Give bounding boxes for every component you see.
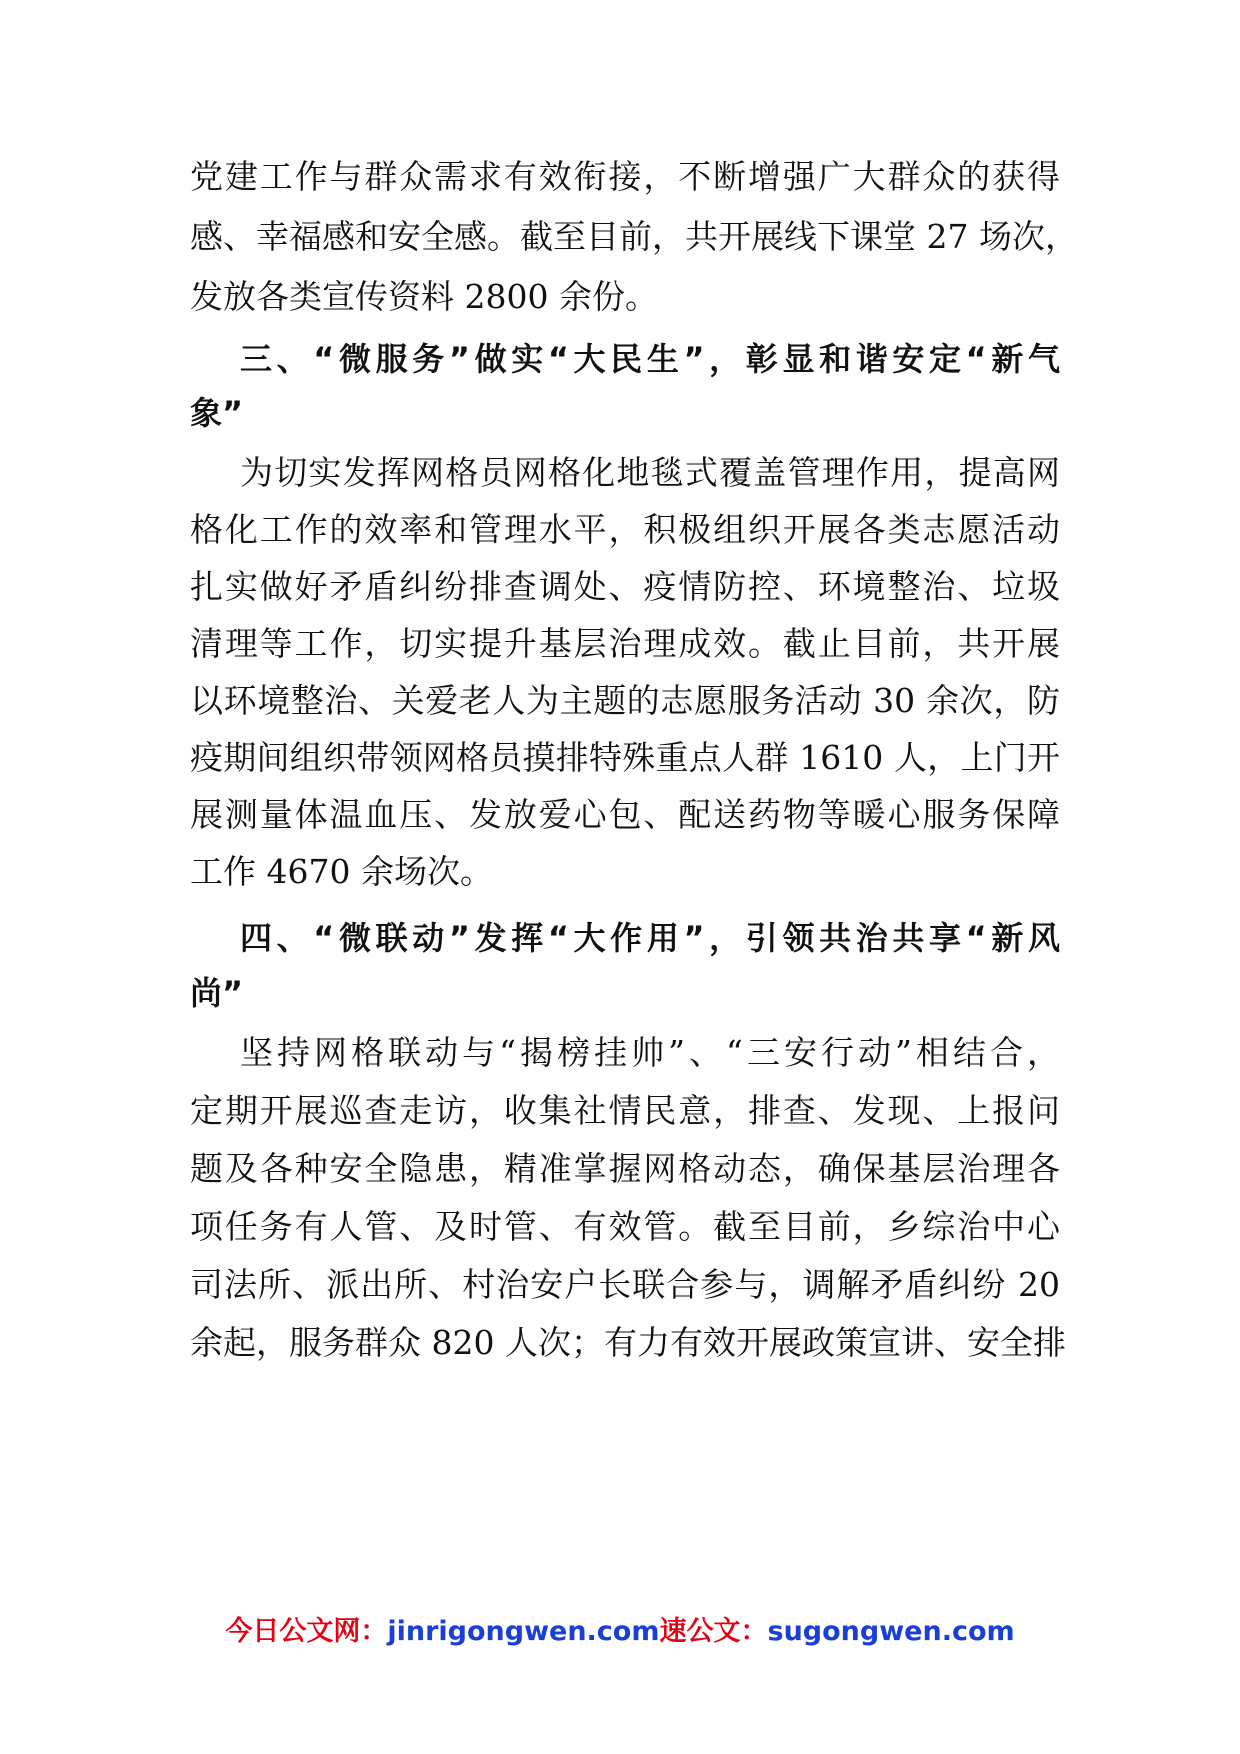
body-line: 为切实发挥网格员网格化地毯式覆盖管理作用，提高网 [240, 453, 1060, 492]
footer-site2-url[interactable]: sugongwen.com [767, 1616, 1015, 1647]
body-line: 疫期间组织带领网格员摸排特殊重点人群 1610 人，上门开 [190, 738, 1060, 777]
body-line: 清理等工作，切实提升基层治理成效。截止目前，共开展 [190, 624, 1060, 663]
body-line: 格化工作的效率和管理水平，积极组织开展各类志愿活动 [190, 510, 1060, 549]
body-line: 发放各类宣传资料 2800 余份。 [190, 277, 658, 316]
footer-site1-url[interactable]: jinrigongwen.com [387, 1616, 660, 1647]
body-line: 题及各种安全隐患，精准掌握网格动态，确保基层治理各 [190, 1149, 1060, 1188]
body-line: 党建工作与群众需求有效衔接，不断增强广大群众的获得 [190, 157, 1060, 196]
body-line: 感、幸福感和安全感。截至目前，共开展线下课堂 27 场次， [190, 217, 1078, 256]
footer-site2-name: 速公文： [659, 1616, 768, 1647]
footer-site1-name: 今日公文网： [225, 1616, 388, 1647]
body-line: 坚持网格联动与“揭榜挂帅”、“三安行动”相结合， [240, 1033, 1060, 1072]
body-line: 余起，服务群众 820 人次；有力有效开展政策宣讲、安全排 [190, 1323, 1066, 1362]
section-heading: 尚” [190, 974, 244, 1012]
body-line: 工作 4670 余场次。 [190, 852, 493, 891]
body-line: 扎实做好矛盾纠纷排查调处、疫情防控、环境整治、垃圾 [190, 567, 1060, 606]
body-line: 展测量体温血压、发放爱心包、配送药物等暖心服务保障 [190, 795, 1060, 834]
section-heading: 四、“微联动”发挥“大作用”，引领共治共享“新风 [240, 919, 1060, 957]
body-line: 定期开展巡查走访，收集社情民意，排查、发现、上报问 [190, 1091, 1060, 1130]
section-heading: 象” [190, 394, 244, 432]
body-line: 项任务有人管、及时管、有效管。截至目前，乡综治中心 [190, 1207, 1060, 1246]
body-line: 以环境整治、关爱老人为主题的志愿服务活动 30 余次，防 [190, 681, 1060, 720]
body-line: 司法所、派出所、村治安户长联合参与，调解矛盾纠纷 20 [190, 1265, 1060, 1304]
footer-watermark [0, 1612, 1240, 1652]
section-heading: 三、“微服务”做实“大民生”，彰显和谐安定“新气 [240, 340, 1060, 378]
